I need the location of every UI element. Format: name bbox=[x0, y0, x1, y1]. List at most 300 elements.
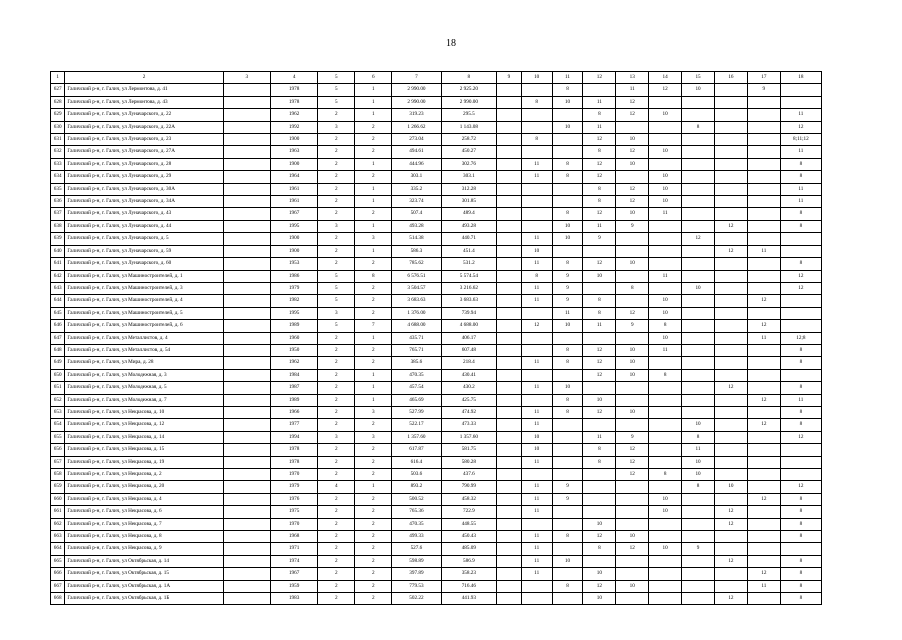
table-cell: 11 bbox=[780, 109, 821, 121]
table-cell bbox=[521, 469, 552, 481]
address-cell: Галичский р-н, г. Галич, ул Машиностроителей, д. 6 bbox=[65, 320, 223, 332]
table-cell bbox=[223, 406, 270, 418]
table-cell: 8 bbox=[583, 183, 616, 195]
table-cell bbox=[747, 369, 780, 381]
table-cell: 12 bbox=[780, 270, 821, 282]
table-cell: 2 bbox=[355, 419, 392, 431]
row-number-cell: 651 bbox=[51, 382, 65, 394]
table-cell bbox=[552, 369, 583, 381]
table-cell bbox=[747, 518, 780, 530]
table-cell: 11 bbox=[649, 270, 682, 282]
table-row bbox=[51, 543, 822, 555]
table-cell: 11 bbox=[780, 183, 821, 195]
table-cell: 1979 bbox=[270, 481, 317, 493]
table-cell bbox=[747, 109, 780, 121]
table-cell bbox=[649, 456, 682, 468]
table-cell: 448.55 bbox=[441, 518, 497, 530]
table-cell: 2 bbox=[318, 369, 355, 381]
table-cell bbox=[583, 245, 616, 257]
table-cell: 3 504.57 bbox=[392, 282, 441, 294]
table-row bbox=[51, 332, 822, 344]
table-cell bbox=[616, 506, 649, 518]
table-cell bbox=[747, 183, 780, 195]
table-cell bbox=[521, 518, 552, 530]
table-row bbox=[51, 419, 822, 431]
table-cell: 3 bbox=[355, 233, 392, 245]
table-cell: 303.1 bbox=[441, 171, 497, 183]
table-cell: 1 bbox=[355, 109, 392, 121]
table-cell: 8 bbox=[583, 196, 616, 208]
address-cell: Галичский р-н, г. Галич, ул Луначарского, д. 59 bbox=[65, 245, 223, 257]
table-cell: 1 bbox=[355, 220, 392, 232]
table-cell: 465.69 bbox=[392, 394, 441, 406]
table-cell: 470.35 bbox=[392, 518, 441, 530]
table-cell: 1984 bbox=[270, 369, 317, 381]
table-cell: 12 bbox=[583, 258, 616, 270]
table-cell: 607.48 bbox=[441, 344, 497, 356]
table-cell bbox=[552, 332, 583, 344]
table-cell bbox=[497, 146, 522, 158]
table-cell bbox=[521, 332, 552, 344]
table-cell: 12 bbox=[747, 394, 780, 406]
table-cell bbox=[583, 481, 616, 493]
table-cell: 2 bbox=[355, 456, 392, 468]
table-cell: 8 bbox=[780, 518, 821, 530]
table-cell: 790.99 bbox=[441, 481, 497, 493]
table-cell: 10 bbox=[616, 369, 649, 381]
table-cell: 10 bbox=[682, 282, 715, 294]
table-cell bbox=[497, 245, 522, 257]
table-cell bbox=[714, 394, 747, 406]
column-header: 7 bbox=[392, 72, 441, 84]
table-cell: 12 bbox=[616, 444, 649, 456]
table-cell bbox=[223, 320, 270, 332]
column-header: 11 bbox=[552, 72, 583, 84]
table-row bbox=[51, 580, 822, 592]
table-cell: 12 bbox=[616, 196, 649, 208]
table-cell bbox=[497, 96, 522, 108]
table-cell: 2 bbox=[318, 233, 355, 245]
column-header: 13 bbox=[616, 72, 649, 84]
column-header: 3 bbox=[223, 72, 270, 84]
table-cell bbox=[223, 208, 270, 220]
table-cell bbox=[497, 531, 522, 543]
table-cell: 11 bbox=[521, 543, 552, 555]
table-cell: 8 bbox=[780, 382, 821, 394]
row-number-cell: 667 bbox=[51, 580, 65, 592]
table-cell: 11 bbox=[521, 233, 552, 245]
column-header: 5 bbox=[318, 72, 355, 84]
table-cell bbox=[497, 481, 522, 493]
column-header: 6 bbox=[355, 72, 392, 84]
table-cell: 779.53 bbox=[392, 580, 441, 592]
row-number-cell: 640 bbox=[51, 245, 65, 257]
table-row bbox=[51, 531, 822, 543]
table-cell bbox=[682, 196, 715, 208]
table-cell: 12 bbox=[682, 233, 715, 245]
row-number-cell: 650 bbox=[51, 369, 65, 381]
table-cell bbox=[583, 282, 616, 294]
table-cell: 1 bbox=[355, 481, 392, 493]
table-cell: 1 143.08 bbox=[441, 121, 497, 133]
address-cell: Галичский р-н, г. Галич, ул Октябрьская, д. 1Б bbox=[65, 593, 223, 605]
table-cell bbox=[649, 431, 682, 443]
table-cell: 2 bbox=[318, 568, 355, 580]
table-cell: 12 bbox=[714, 555, 747, 567]
table-cell: 11 bbox=[682, 444, 715, 456]
table-cell bbox=[223, 270, 270, 282]
table-cell bbox=[682, 344, 715, 356]
table-cell bbox=[223, 357, 270, 369]
row-number-cell: 655 bbox=[51, 431, 65, 443]
table-cell: 11 bbox=[649, 208, 682, 220]
table-cell bbox=[223, 580, 270, 592]
table-cell bbox=[714, 320, 747, 332]
table-cell bbox=[682, 258, 715, 270]
housing-register-table bbox=[50, 71, 822, 605]
table-cell: 12 bbox=[616, 183, 649, 195]
table-cell bbox=[747, 481, 780, 493]
row-number-cell: 642 bbox=[51, 270, 65, 282]
table-cell: 1978 bbox=[270, 96, 317, 108]
table-row bbox=[51, 568, 822, 580]
table-cell: 2 bbox=[318, 245, 355, 257]
table-cell: 1962 bbox=[270, 357, 317, 369]
table-cell: 10 bbox=[616, 344, 649, 356]
table-cell: 12 bbox=[780, 431, 821, 443]
table-cell: 12;8 bbox=[780, 332, 821, 344]
table-cell: 11 bbox=[583, 320, 616, 332]
table-cell: 5 bbox=[318, 270, 355, 282]
table-cell bbox=[497, 344, 522, 356]
row-number-cell: 666 bbox=[51, 568, 65, 580]
table-cell: 8;11;12 bbox=[780, 134, 821, 146]
table-cell: 2 bbox=[318, 506, 355, 518]
address-cell: Галичский р-н, г. Галич, ул Некрасова, д. 9 bbox=[65, 543, 223, 555]
row-number-cell: 641 bbox=[51, 258, 65, 270]
table-cell: 1971 bbox=[270, 543, 317, 555]
address-cell: Галичский р-н, г. Галич, ул Некрасова, д. 4 bbox=[65, 493, 223, 505]
table-cell: 5 bbox=[318, 84, 355, 96]
table-cell bbox=[616, 481, 649, 493]
table-cell bbox=[747, 307, 780, 319]
table-cell bbox=[682, 171, 715, 183]
table-cell: 10 bbox=[521, 444, 552, 456]
table-cell: 2 bbox=[318, 357, 355, 369]
table-cell: 12 bbox=[583, 357, 616, 369]
table-cell bbox=[649, 357, 682, 369]
table-cell bbox=[616, 121, 649, 133]
table-cell bbox=[616, 518, 649, 530]
table-cell bbox=[682, 320, 715, 332]
table-cell: 5 bbox=[318, 295, 355, 307]
column-header: 9 bbox=[497, 72, 522, 84]
table-cell bbox=[497, 568, 522, 580]
table-cell bbox=[682, 270, 715, 282]
table-cell: 2 bbox=[355, 568, 392, 580]
table-row bbox=[51, 518, 822, 530]
table-cell: 2 bbox=[318, 543, 355, 555]
table-cell: 450.27 bbox=[441, 146, 497, 158]
table-cell bbox=[682, 518, 715, 530]
table-cell: 1 bbox=[355, 183, 392, 195]
table-cell bbox=[649, 481, 682, 493]
table-row bbox=[51, 555, 822, 567]
table-cell bbox=[223, 171, 270, 183]
table-cell bbox=[223, 134, 270, 146]
table-cell: 10 bbox=[552, 320, 583, 332]
table-cell: 10 bbox=[649, 506, 682, 518]
table-cell bbox=[583, 419, 616, 431]
table-cell bbox=[682, 183, 715, 195]
table-cell: 5 bbox=[318, 320, 355, 332]
table-cell bbox=[714, 109, 747, 121]
table-cell: 1 bbox=[355, 394, 392, 406]
table-cell bbox=[682, 134, 715, 146]
table-cell: 10 bbox=[649, 332, 682, 344]
table-cell bbox=[649, 245, 682, 257]
row-number-cell: 636 bbox=[51, 196, 65, 208]
table-cell bbox=[616, 493, 649, 505]
table-cell: 8 bbox=[583, 444, 616, 456]
table-cell: 9 bbox=[552, 295, 583, 307]
table-cell bbox=[780, 444, 821, 456]
table-cell bbox=[497, 320, 522, 332]
table-cell: 437.6 bbox=[441, 469, 497, 481]
row-number-cell: 628 bbox=[51, 96, 65, 108]
table-cell: 581.75 bbox=[441, 444, 497, 456]
table-cell: 8 bbox=[649, 469, 682, 481]
table-cell: 1989 bbox=[270, 394, 317, 406]
table-cell bbox=[682, 580, 715, 592]
table-cell: 10 bbox=[649, 295, 682, 307]
table-cell: 2 bbox=[318, 593, 355, 605]
table-cell: 2 bbox=[318, 146, 355, 158]
table-cell bbox=[552, 469, 583, 481]
table-cell: 12 bbox=[616, 469, 649, 481]
table-cell: 10 bbox=[521, 431, 552, 443]
table-cell: 1953 bbox=[270, 258, 317, 270]
table-cell: 10 bbox=[649, 171, 682, 183]
table-cell bbox=[616, 382, 649, 394]
table-cell bbox=[223, 233, 270, 245]
table-cell: 8 bbox=[521, 270, 552, 282]
table-cell: 2 bbox=[318, 344, 355, 356]
table-cell: 12 bbox=[616, 307, 649, 319]
table-cell: 1989 bbox=[270, 320, 317, 332]
table-cell bbox=[497, 406, 522, 418]
table-cell: 11 bbox=[521, 481, 552, 493]
table-cell bbox=[497, 382, 522, 394]
table-cell bbox=[649, 258, 682, 270]
table-cell: 1959 bbox=[270, 580, 317, 592]
table-cell bbox=[682, 208, 715, 220]
table-row bbox=[51, 109, 822, 121]
table-cell bbox=[521, 84, 552, 96]
table-cell bbox=[714, 96, 747, 108]
table-cell bbox=[521, 344, 552, 356]
table-cell: 2 bbox=[318, 109, 355, 121]
table-cell: 301.85 bbox=[441, 196, 497, 208]
address-cell: Галичский р-н, г. Галич, ул Луначарского, д. 22 bbox=[65, 109, 223, 121]
table-cell bbox=[223, 220, 270, 232]
table-cell: 580.28 bbox=[441, 456, 497, 468]
table-cell: 739.94 bbox=[441, 307, 497, 319]
table-cell: 11 bbox=[521, 158, 552, 170]
address-cell: Галичский р-н, г. Галич, ул Машиностроителей, д. 5 bbox=[65, 307, 223, 319]
table-cell: 11 bbox=[521, 295, 552, 307]
table-cell: 10 bbox=[649, 146, 682, 158]
table-cell: 8 bbox=[552, 394, 583, 406]
table-row bbox=[51, 270, 822, 282]
table-cell bbox=[780, 295, 821, 307]
table-cell bbox=[714, 369, 747, 381]
table-cell: 12 bbox=[714, 506, 747, 518]
table-cell bbox=[649, 555, 682, 567]
table-cell: 8 bbox=[552, 84, 583, 96]
table-cell bbox=[223, 568, 270, 580]
column-header: 14 bbox=[649, 72, 682, 84]
table-cell: 1975 bbox=[270, 506, 317, 518]
table-cell bbox=[223, 555, 270, 567]
table-cell bbox=[223, 196, 270, 208]
table-cell bbox=[682, 220, 715, 232]
row-number-cell: 662 bbox=[51, 518, 65, 530]
table-cell: 10 bbox=[649, 493, 682, 505]
table-cell: 722.9 bbox=[441, 506, 497, 518]
table-cell bbox=[223, 344, 270, 356]
table-cell: 11 bbox=[521, 456, 552, 468]
table-cell bbox=[714, 344, 747, 356]
table-cell: 8 bbox=[355, 270, 392, 282]
table-cell: 8 bbox=[583, 543, 616, 555]
table-cell: 2 bbox=[355, 469, 392, 481]
table-row bbox=[51, 431, 822, 443]
table-cell: 494.61 bbox=[392, 146, 441, 158]
table-cell: 10 bbox=[552, 220, 583, 232]
table-cell: 8 bbox=[583, 146, 616, 158]
table-cell: 1982 bbox=[270, 295, 317, 307]
table-cell: 2 bbox=[318, 406, 355, 418]
table-cell bbox=[552, 543, 583, 555]
header-row bbox=[51, 72, 822, 84]
address-cell: Галичский р-н, г. Галич, ул Молодежная, д. 7 bbox=[65, 394, 223, 406]
table-cell bbox=[223, 531, 270, 543]
table-cell: 1 bbox=[355, 158, 392, 170]
table-cell: 1 bbox=[355, 245, 392, 257]
table-cell bbox=[616, 332, 649, 344]
table-row bbox=[51, 245, 822, 257]
table-cell: 8 bbox=[780, 158, 821, 170]
table-cell bbox=[747, 444, 780, 456]
table-cell: 9 bbox=[616, 220, 649, 232]
table-cell: 10 bbox=[552, 382, 583, 394]
table-cell bbox=[682, 109, 715, 121]
table-cell bbox=[521, 109, 552, 121]
table-row bbox=[51, 233, 822, 245]
table-cell: 10 bbox=[583, 568, 616, 580]
table-row bbox=[51, 196, 822, 208]
table-cell bbox=[552, 245, 583, 257]
address-cell: Галичский р-н, г. Галич, ул Луначарского, д. 43 bbox=[65, 208, 223, 220]
table-cell bbox=[497, 220, 522, 232]
table-cell: 1900 bbox=[270, 134, 317, 146]
table-cell bbox=[682, 295, 715, 307]
table-cell: 12 bbox=[780, 282, 821, 294]
row-number-cell: 634 bbox=[51, 171, 65, 183]
table-cell bbox=[521, 580, 552, 592]
table-cell: 522.17 bbox=[392, 419, 441, 431]
table-cell bbox=[497, 295, 522, 307]
table-cell: 12 bbox=[583, 580, 616, 592]
table-cell: 11 bbox=[521, 258, 552, 270]
table-cell: 2 bbox=[355, 344, 392, 356]
table-cell bbox=[714, 121, 747, 133]
table-row bbox=[51, 369, 822, 381]
row-number-cell: 664 bbox=[51, 543, 65, 555]
table-cell bbox=[649, 220, 682, 232]
table-cell bbox=[747, 469, 780, 481]
table-cell bbox=[682, 506, 715, 518]
table-cell: 8 bbox=[780, 419, 821, 431]
row-number-cell: 633 bbox=[51, 158, 65, 170]
table-cell: 12 bbox=[583, 369, 616, 381]
table-cell bbox=[747, 543, 780, 555]
table-cell: 8 bbox=[521, 134, 552, 146]
table-cell bbox=[223, 109, 270, 121]
table-cell bbox=[682, 568, 715, 580]
table-cell bbox=[223, 307, 270, 319]
table-cell: 1 bbox=[355, 382, 392, 394]
table-cell: 10 bbox=[714, 481, 747, 493]
table-cell bbox=[552, 109, 583, 121]
table-cell bbox=[682, 493, 715, 505]
table-cell bbox=[714, 258, 747, 270]
table-cell: 1 357.60 bbox=[441, 431, 497, 443]
table-cell bbox=[497, 456, 522, 468]
table-cell: 1966 bbox=[270, 406, 317, 418]
table-cell bbox=[497, 84, 522, 96]
column-header: 8 bbox=[441, 72, 497, 84]
table-cell: 2 bbox=[318, 580, 355, 592]
address-cell: Галичский р-н, г. Галич, ул Лермонтова, д. 41 bbox=[65, 84, 223, 96]
table-cell: 2 925.20 bbox=[441, 84, 497, 96]
table-cell bbox=[747, 233, 780, 245]
table-cell bbox=[497, 307, 522, 319]
table-cell: 441.93 bbox=[441, 593, 497, 605]
table-cell bbox=[649, 382, 682, 394]
table-cell bbox=[682, 382, 715, 394]
table-cell: 616.4 bbox=[392, 456, 441, 468]
table-cell: 12 bbox=[714, 518, 747, 530]
table-cell bbox=[552, 518, 583, 530]
table-cell: 303.1 bbox=[392, 171, 441, 183]
table-cell: 485.09 bbox=[441, 543, 497, 555]
table-cell: 302.76 bbox=[441, 158, 497, 170]
table-cell: 2 bbox=[318, 493, 355, 505]
address-cell: Галичский р-н, г. Галич, ул Машиностроителей, д. 4 bbox=[65, 295, 223, 307]
table-cell bbox=[747, 357, 780, 369]
table-cell: 474.92 bbox=[441, 406, 497, 418]
table-cell: 2 bbox=[318, 394, 355, 406]
table-cell: 8 bbox=[552, 531, 583, 543]
table-cell: 586.3 bbox=[392, 245, 441, 257]
table-cell: 1967 bbox=[270, 568, 317, 580]
table-cell: 10 bbox=[616, 357, 649, 369]
table-cell bbox=[714, 493, 747, 505]
table-cell: 10 bbox=[616, 406, 649, 418]
table-cell bbox=[747, 220, 780, 232]
